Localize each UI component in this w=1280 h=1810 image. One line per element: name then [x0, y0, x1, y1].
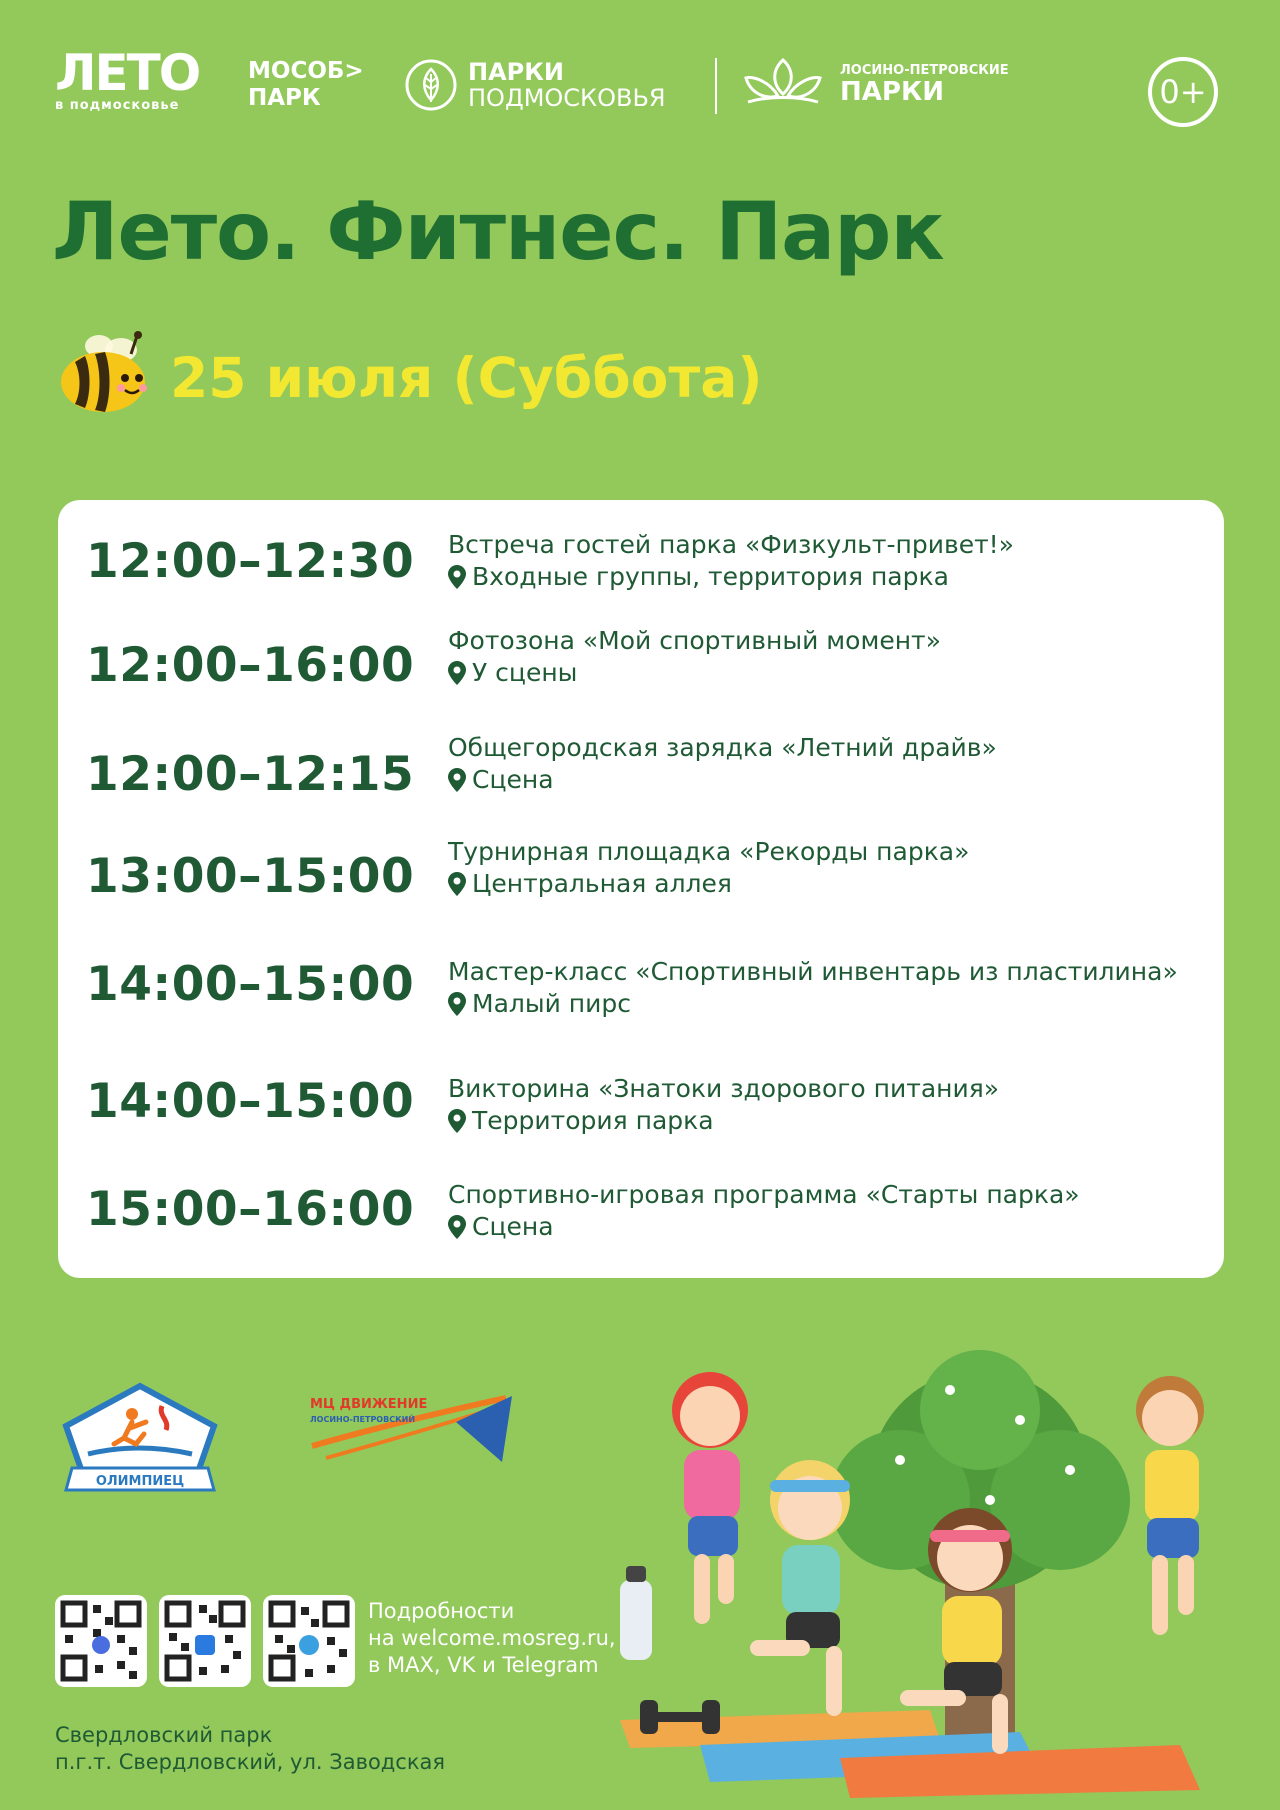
parki-line1: ПАРКИ [468, 58, 564, 86]
event-date: 25 июля (Суббота) [170, 346, 763, 410]
address-line2: п.г.т. Свердловский, ул. Заводская [55, 1750, 446, 1774]
age-rating-badge: 0+ [1148, 57, 1218, 127]
schedule-time: 14:00–15:00 [86, 957, 415, 1012]
schedule-time: 13:00–15:00 [86, 849, 415, 904]
more-info-text [368, 1598, 616, 1679]
schedule-place [448, 989, 631, 1018]
info-line1: Подробности [368, 1599, 515, 1623]
page-title: Лето. Фитнес. Парк [52, 185, 944, 278]
location-pin-icon [448, 565, 466, 589]
lp-line1: ЛОСИНО-ПЕТРОВСКИЕ [840, 62, 1009, 78]
schedule-time: 14:00–15:00 [86, 1074, 415, 1129]
leaves-icon [740, 56, 826, 112]
parki-line2: ПОДМОСКОВЬЯ [468, 84, 666, 112]
location-pin-icon [448, 768, 466, 792]
qr-code-max[interactable] [55, 1595, 147, 1687]
leto-logo-small: в подмосковье [55, 98, 180, 113]
qr-code-icon [159, 1595, 251, 1687]
mosob-line1: МОСОБ> [248, 58, 364, 84]
location-pin-icon [448, 661, 466, 685]
qr-code-icon [55, 1595, 147, 1687]
leto-logo-big: ЛЕТО [55, 44, 200, 102]
location-pin-icon [448, 872, 466, 896]
schedule-card [58, 500, 1224, 1278]
schedule-place-text: Центральная аллея [472, 869, 732, 898]
schedule-place-text: Малый пирс [472, 989, 632, 1018]
schedule-event: Встреча гостей парка «Физкульт-привет!» [448, 530, 1014, 559]
schedule-place-text: У сцены [472, 658, 578, 687]
schedule-time: 12:00–16:00 [86, 638, 415, 693]
schedule-time: 12:00–12:30 [86, 534, 415, 589]
qr-code-vk[interactable] [159, 1595, 251, 1687]
info-line3: в MAX, VK и Telegram [368, 1653, 599, 1677]
schedule-place [448, 869, 732, 898]
schedule-place [448, 1106, 714, 1135]
address [55, 1722, 445, 1776]
schedule-place-text: Сцена [472, 765, 554, 794]
mc-line2: ЛОСИНО-ПЕТРОВСКИЙ [310, 1415, 416, 1424]
info-line2: на welcome.mosreg.ru, [368, 1626, 616, 1650]
schedule-place [448, 765, 554, 794]
leaf-circle-icon [404, 58, 458, 112]
bee-icon [55, 330, 155, 416]
lp-line2: ПАРКИ [840, 76, 944, 107]
schedule-place [448, 562, 949, 591]
schedule-place [448, 658, 577, 687]
schedule-event: Общегородская зарядка «Летний драйв» [448, 733, 997, 762]
mc-dvizhenie-mark [306, 1392, 516, 1472]
mc-line1: МЦ ДВИЖЕНИЕ [310, 1397, 428, 1412]
losino-petrovskie-parki-logo [740, 56, 1009, 112]
qr-code-telegram[interactable] [263, 1595, 355, 1687]
schedule-place-text: Сцена [472, 1212, 554, 1241]
parki-podmoskovya-logo [404, 58, 666, 112]
schedule-time: 15:00–16:00 [86, 1182, 415, 1237]
address-line1: Свердловский парк [55, 1723, 273, 1747]
schedule-place-text: Территория парка [472, 1106, 714, 1135]
olimpiec-label: ОЛИМПИЕЦ [95, 1474, 185, 1489]
mc-dvizhenie-logo [306, 1392, 516, 1476]
location-pin-icon [448, 992, 466, 1016]
location-pin-icon [448, 1109, 466, 1133]
olimpiec-logo [58, 1382, 222, 1500]
leto-logo [55, 44, 200, 113]
qr-code-icon [263, 1595, 355, 1687]
schedule-place [448, 1212, 554, 1241]
schedule-event: Фотозона «Мой спортивный момент» [448, 626, 941, 655]
schedule-place-text: Входные группы, территория парка [472, 562, 949, 591]
mosob-line2: ПАРК [248, 85, 321, 111]
schedule-event: Викторина «Знатоки здорового питания» [448, 1074, 1000, 1103]
schedule-time: 12:00–12:15 [86, 747, 415, 802]
schedule-event: Турнирная площадка «Рекорды парка» [448, 837, 970, 866]
schedule-event: Мастер-класс «Спортивный инвентарь из пластилина» [448, 957, 1178, 986]
schedule-event: Спортивно-игровая программа «Старты парка» [448, 1180, 1080, 1209]
location-pin-icon [448, 1215, 466, 1239]
header-divider [715, 58, 717, 114]
kids-exercising-illustration [600, 1350, 1260, 1800]
mosobpark-logo [248, 58, 364, 112]
